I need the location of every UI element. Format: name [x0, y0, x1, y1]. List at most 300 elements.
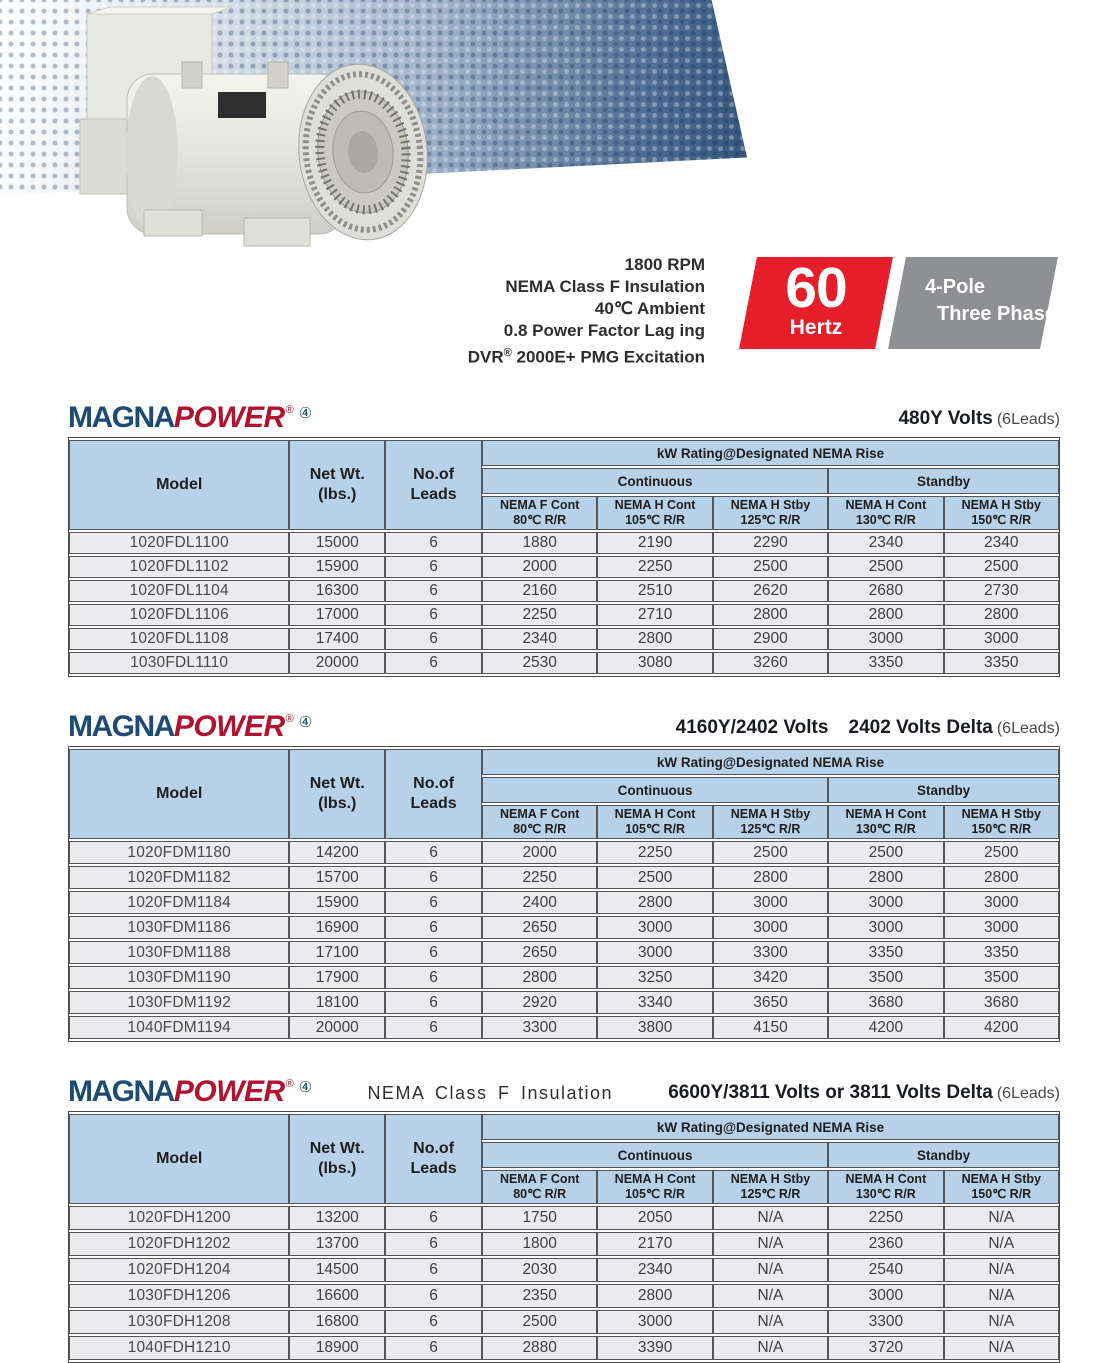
value-cell: 3000: [944, 891, 1059, 914]
hertz-unit: Hertz: [789, 316, 843, 339]
value-cell: 6: [385, 891, 482, 914]
model-cell: 1020FDH1202: [69, 1232, 289, 1256]
value-cell: 2340: [944, 532, 1059, 554]
value-cell: 3300: [713, 941, 828, 964]
header-line: NEMA H Cont: [614, 807, 696, 821]
value-cell: 2340: [597, 1258, 712, 1282]
table-row: [69, 1284, 1059, 1308]
magnapower-logo: [68, 703, 312, 743]
value-cell: 17000: [289, 604, 385, 626]
value-cell: 2540: [828, 1258, 943, 1282]
value-cell: N/A: [944, 1258, 1059, 1282]
ratings-table-480y: [68, 437, 1060, 677]
value-cell: 2000: [482, 556, 597, 578]
table-row: [69, 1258, 1059, 1282]
pole-badge-inner: [897, 257, 1056, 349]
col-header-nema-h-stby-125: [713, 496, 828, 530]
header-line: (lbs.): [318, 795, 357, 812]
circled-4-icon: ④: [298, 1079, 313, 1096]
table-title-volts: 6600Y/3811 Volts or 3811 Volts Delta: [668, 1082, 993, 1103]
value-cell: 2250: [482, 866, 597, 889]
col-header-standby: Standby: [828, 468, 1059, 494]
spec-line: 0.8 Power Factor Lag ing: [503, 321, 705, 340]
col-header-nema-f-cont-80: [482, 496, 597, 530]
col-header-model: Model: [69, 440, 289, 530]
value-cell: 6: [385, 1336, 482, 1360]
model-cell: 1030FDH1208: [69, 1310, 289, 1334]
table-title: [898, 408, 1060, 434]
col-header-net-wt: [289, 1114, 385, 1204]
pole-phase-badge: [888, 257, 1058, 349]
col-header-kw-rating: kW Rating@Designated NEMA Rise: [482, 1114, 1059, 1140]
col-header-nema-h-cont-105: [597, 496, 712, 530]
value-cell: 3000: [597, 916, 712, 939]
value-cell: 6: [385, 652, 482, 674]
model-cell: 1030FDM1188: [69, 941, 289, 964]
value-cell: 2920: [482, 991, 597, 1014]
value-cell: 6: [385, 841, 482, 864]
value-cell: 6: [385, 966, 482, 989]
header-line: 130℃ R/R: [855, 822, 916, 836]
value-cell: 1750: [482, 1206, 597, 1230]
model-cell: 1030FDH1206: [69, 1284, 289, 1308]
value-cell: 6: [385, 604, 482, 626]
header-line: NEMA H Cont: [614, 498, 696, 512]
header-line: NEMA F Cont: [499, 498, 580, 512]
col-header-nema-h-stby-150: [944, 1170, 1059, 1204]
value-cell: 15900: [289, 891, 385, 914]
value-cell: 3350: [828, 941, 943, 964]
value-cell: 16800: [289, 1310, 385, 1334]
logo-power: POWER: [173, 401, 285, 434]
header-line: (lbs.): [318, 1160, 357, 1177]
header-line: 130℃ R/R: [855, 1187, 916, 1201]
value-cell: 3000: [597, 1310, 712, 1334]
value-cell: 3250: [597, 966, 712, 989]
value-cell: 3000: [828, 1284, 943, 1308]
col-header-continuous: Continuous: [482, 777, 828, 803]
table-row: [69, 556, 1059, 578]
title-row: [68, 703, 1060, 743]
value-cell: 6: [385, 628, 482, 650]
col-header-continuous: Continuous: [482, 468, 828, 494]
value-cell: 3420: [713, 966, 828, 989]
value-cell: 3390: [597, 1336, 712, 1360]
logo-magna: MAGNA: [68, 401, 174, 434]
header-line: 125℃ R/R: [740, 513, 801, 527]
value-cell: 3500: [828, 966, 943, 989]
value-cell: 3000: [828, 891, 943, 914]
header-line: NEMA F Cont: [499, 807, 580, 821]
value-cell: 1800: [482, 1232, 597, 1256]
value-cell: 16600: [289, 1284, 385, 1308]
registered-mark-icon: ®: [285, 713, 294, 725]
table-row: [69, 1016, 1059, 1039]
header-line: NEMA H Stby: [730, 498, 811, 512]
value-cell: 18900: [289, 1336, 385, 1360]
value-cell: 2500: [828, 556, 943, 578]
value-cell: 2250: [597, 556, 712, 578]
header-line: Leads: [410, 795, 457, 812]
value-cell: 16900: [289, 916, 385, 939]
model-cell: 1020FDM1184: [69, 891, 289, 914]
model-cell: 1030FDL1110: [69, 652, 289, 674]
value-cell: 3260: [713, 652, 828, 674]
value-cell: 14200: [289, 841, 385, 864]
table-row: [69, 841, 1059, 864]
circled-4-icon: ④: [298, 405, 313, 422]
spec-line: NEMA Class F Insulation: [505, 277, 705, 296]
model-cell: 1020FDL1104: [69, 580, 289, 602]
value-cell: 6: [385, 1310, 482, 1334]
registered-mark-icon: ®: [503, 347, 512, 359]
col-header-nema-h-cont-130: [828, 805, 943, 839]
value-cell: 2500: [944, 841, 1059, 864]
value-cell: N/A: [713, 1232, 828, 1256]
value-cell: 3000: [944, 916, 1059, 939]
value-cell: 2340: [482, 628, 597, 650]
spec-line-dvr: [468, 342, 705, 369]
model-cell: 1040FDH1210: [69, 1336, 289, 1360]
table-row: [69, 628, 1059, 650]
col-header-leads: [385, 440, 482, 530]
value-cell: 2340: [828, 532, 943, 554]
header-line: Leads: [410, 486, 457, 503]
header-line: No.of: [413, 1140, 455, 1157]
value-cell: 6: [385, 532, 482, 554]
section-4160y-volts: [68, 703, 1060, 1042]
hertz-badge-inner: [748, 257, 884, 349]
value-cell: 2680: [828, 580, 943, 602]
table-row: [69, 1206, 1059, 1230]
section-6600y-volts: [68, 1068, 1060, 1363]
logo-magna: MAGNA: [68, 710, 174, 743]
value-cell: 2800: [944, 866, 1059, 889]
table-row: [69, 991, 1059, 1014]
table-row: [69, 604, 1059, 626]
value-cell: 4200: [944, 1016, 1059, 1039]
section-480y-volts: [68, 394, 1060, 677]
value-cell: 15000: [289, 532, 385, 554]
spec-line: 1800 RPM: [624, 255, 705, 274]
value-cell: 6: [385, 1232, 482, 1256]
value-cell: 6: [385, 1206, 482, 1230]
value-cell: N/A: [713, 1310, 828, 1334]
header-line: 130℃ R/R: [855, 513, 916, 527]
value-cell: 2800: [828, 604, 943, 626]
header-line: 125℃ R/R: [740, 1187, 801, 1201]
value-cell: 2030: [482, 1258, 597, 1282]
header-line: 105℃ R/R: [625, 513, 686, 527]
header-line: Leads: [410, 1160, 457, 1177]
value-cell: 3350: [828, 652, 943, 674]
table-row: [69, 580, 1059, 602]
value-cell: 2620: [713, 580, 828, 602]
col-header-nema-h-cont-130: [828, 1170, 943, 1204]
ratings-table-4160y: [68, 746, 1060, 1042]
table-row: [69, 866, 1059, 889]
value-cell: 2650: [482, 916, 597, 939]
header-line: 105℃ R/R: [625, 822, 686, 836]
registered-mark-icon: ®: [285, 404, 294, 416]
col-header-kw-rating: kW Rating@Designated NEMA Rise: [482, 749, 1059, 775]
value-cell: N/A: [944, 1310, 1059, 1334]
value-cell: N/A: [713, 1258, 828, 1282]
circled-4-icon: ④: [298, 714, 313, 731]
header-line: NEMA H Cont: [845, 498, 927, 512]
table-title: [668, 1082, 1060, 1108]
col-header-continuous: Continuous: [482, 1142, 828, 1168]
value-cell: 2170: [597, 1232, 712, 1256]
col-header-standby: Standby: [828, 1142, 1059, 1168]
page-content: [68, 394, 1060, 1363]
model-cell: 1030FDM1190: [69, 966, 289, 989]
table-body: [69, 532, 1059, 674]
value-cell: 17400: [289, 628, 385, 650]
spec-row: [0, 252, 1105, 370]
table-row: [69, 941, 1059, 964]
value-cell: N/A: [944, 1206, 1059, 1230]
header-line: 80℃ R/R: [513, 822, 567, 836]
value-cell: 3500: [944, 966, 1059, 989]
value-cell: 18100: [289, 991, 385, 1014]
logo-power: POWER: [173, 1075, 285, 1108]
col-header-nema-h-stby-150: [944, 496, 1059, 530]
value-cell: 6: [385, 916, 482, 939]
logo-magna: MAGNA: [68, 1075, 174, 1108]
value-cell: 6: [385, 1258, 482, 1282]
table-title-leads: (6Leads): [996, 411, 1060, 428]
header-line: 80℃ R/R: [513, 513, 567, 527]
value-cell: 2000: [482, 841, 597, 864]
hero-banner: [0, 0, 1105, 252]
magnapower-logo: [68, 1068, 312, 1108]
value-cell: 2800: [597, 1284, 712, 1308]
value-cell: 3000: [713, 891, 828, 914]
table-row: [69, 532, 1059, 554]
value-cell: 2250: [597, 841, 712, 864]
value-cell: 2400: [482, 891, 597, 914]
header-line: 80℃ R/R: [513, 1187, 567, 1201]
value-cell: N/A: [713, 1206, 828, 1230]
header-line: 125℃ R/R: [740, 822, 801, 836]
header-line: 150℃ R/R: [971, 1187, 1032, 1201]
registered-mark-icon: ®: [285, 1078, 294, 1090]
dvr-rest-text: 2000E+ PMG Excitation: [511, 347, 705, 367]
value-cell: 3720: [828, 1336, 943, 1360]
value-cell: 2050: [597, 1206, 712, 1230]
insulation-note: NEMA Class F Insulation: [367, 1083, 614, 1103]
header-line: No.of: [413, 466, 455, 483]
col-header-standby: Standby: [828, 777, 1059, 803]
model-cell: 1020FDH1204: [69, 1258, 289, 1282]
table-row: [69, 891, 1059, 914]
value-cell: 2250: [482, 604, 597, 626]
col-header-nema-f-cont-80: [482, 1170, 597, 1204]
value-cell: 6: [385, 1016, 482, 1039]
value-cell: 17900: [289, 966, 385, 989]
value-cell: 15700: [289, 866, 385, 889]
hertz-badge: [739, 257, 893, 349]
header-line: No.of: [413, 775, 455, 792]
value-cell: 3680: [944, 991, 1059, 1014]
value-cell: 2290: [713, 532, 828, 554]
value-cell: 13700: [289, 1232, 385, 1256]
col-header-kw-rating: kW Rating@Designated NEMA Rise: [482, 440, 1059, 466]
header-line: NEMA H Stby: [730, 807, 811, 821]
value-cell: N/A: [944, 1284, 1059, 1308]
col-header-model: Model: [69, 749, 289, 839]
value-cell: N/A: [713, 1336, 828, 1360]
value-cell: 3300: [828, 1310, 943, 1334]
value-cell: 2800: [828, 866, 943, 889]
model-cell: 1020FDH1200: [69, 1206, 289, 1230]
value-cell: 13200: [289, 1206, 385, 1230]
table-row: [69, 916, 1059, 939]
value-cell: 2650: [482, 941, 597, 964]
table-row: [69, 1336, 1059, 1360]
model-cell: 1020FDL1102: [69, 556, 289, 578]
pole-line: 4-Pole: [925, 276, 986, 298]
value-cell: 3350: [944, 652, 1059, 674]
value-cell: 6: [385, 991, 482, 1014]
header-line: Net Wt.: [309, 775, 365, 792]
value-cell: 4150: [713, 1016, 828, 1039]
col-header-model: Model: [69, 1114, 289, 1204]
value-cell: 6: [385, 866, 482, 889]
magnapower-logo: [68, 394, 312, 434]
phase-line: Three Phase: [937, 303, 1056, 325]
header-line: (lbs.): [318, 486, 357, 503]
value-cell: N/A: [713, 1284, 828, 1308]
value-cell: 2500: [597, 866, 712, 889]
value-cell: 16300: [289, 580, 385, 602]
value-cell: 2510: [597, 580, 712, 602]
value-cell: 2800: [597, 628, 712, 650]
value-cell: 2800: [597, 891, 712, 914]
ratings-table-6600y: [68, 1111, 1060, 1363]
value-cell: 6: [385, 556, 482, 578]
model-cell: 1020FDM1182: [69, 866, 289, 889]
col-header-nema-f-cont-80: [482, 805, 597, 839]
spec-line: 40℃ Ambient: [594, 299, 705, 318]
col-header-nema-h-stby-125: [713, 1170, 828, 1204]
value-cell: 3000: [713, 916, 828, 939]
value-cell: 15900: [289, 556, 385, 578]
dvr-text: DVR: [467, 347, 504, 367]
model-cell: 1030FDM1192: [69, 991, 289, 1014]
value-cell: 3000: [597, 941, 712, 964]
value-cell: 2500: [482, 1310, 597, 1334]
table-title-volts: 4160Y/2402 Volts 2402 Volts Delta: [675, 717, 993, 738]
header-line: NEMA H Stby: [961, 1172, 1041, 1186]
value-cell: 4200: [828, 1016, 943, 1039]
value-cell: 3000: [944, 628, 1059, 650]
table-body: [69, 1206, 1059, 1360]
value-cell: 20000: [289, 652, 385, 674]
table-row: [69, 966, 1059, 989]
table-body: [69, 841, 1059, 1039]
value-cell: 3000: [828, 916, 943, 939]
value-cell: 6: [385, 941, 482, 964]
header-line: 150℃ R/R: [971, 822, 1032, 836]
table-title-volts: 480Y Volts: [898, 408, 993, 429]
logo-power: POWER: [173, 710, 285, 743]
value-cell: 3340: [597, 991, 712, 1014]
value-cell: 3080: [597, 652, 712, 674]
value-cell: 6: [385, 1284, 482, 1308]
value-cell: 2190: [597, 532, 712, 554]
spec-list: [468, 254, 705, 369]
generator-image: [32, 4, 432, 262]
header-line: NEMA F Cont: [499, 1172, 580, 1186]
value-cell: 14500: [289, 1258, 385, 1282]
value-cell: 3000: [828, 628, 943, 650]
value-cell: N/A: [944, 1232, 1059, 1256]
value-cell: 20000: [289, 1016, 385, 1039]
value-cell: 2710: [597, 604, 712, 626]
value-cell: 2500: [713, 556, 828, 578]
value-cell: 3650: [713, 991, 828, 1014]
model-cell: 1020FDL1106: [69, 604, 289, 626]
col-header-nema-h-stby-150: [944, 805, 1059, 839]
col-header-net-wt: [289, 749, 385, 839]
col-header-nema-h-stby-125: [713, 805, 828, 839]
title-row: [68, 394, 1060, 434]
value-cell: 3800: [597, 1016, 712, 1039]
header-line: NEMA H Cont: [614, 1172, 696, 1186]
value-cell: 17100: [289, 941, 385, 964]
table-title-leads: (6Leads): [996, 1085, 1060, 1102]
value-cell: N/A: [944, 1336, 1059, 1360]
value-cell: 2900: [713, 628, 828, 650]
value-cell: 2800: [944, 604, 1059, 626]
table-title: [676, 717, 1060, 743]
value-cell: 6: [385, 580, 482, 602]
value-cell: 2730: [944, 580, 1059, 602]
value-cell: 3300: [482, 1016, 597, 1039]
value-cell: 2350: [482, 1284, 597, 1308]
value-cell: 2500: [944, 556, 1059, 578]
value-cell: 2500: [828, 841, 943, 864]
header-line: 150℃ R/R: [971, 513, 1032, 527]
col-header-nema-h-cont-105: [597, 1170, 712, 1204]
table-row: [69, 652, 1059, 674]
value-cell: 1880: [482, 532, 597, 554]
header-line: NEMA H Stby: [961, 498, 1041, 512]
header-line: NEMA H Stby: [961, 807, 1041, 821]
model-cell: 1040FDM1194: [69, 1016, 289, 1039]
model-cell: 1020FDL1108: [69, 628, 289, 650]
col-header-nema-h-cont-105: [597, 805, 712, 839]
value-cell: 2160: [482, 580, 597, 602]
header-line: 105℃ R/R: [625, 1187, 686, 1201]
col-header-leads: [385, 749, 482, 839]
table-row: [69, 1232, 1059, 1256]
title-row: [68, 1068, 1060, 1108]
table-row: [69, 1310, 1059, 1334]
model-cell: 1020FDL1100: [69, 532, 289, 554]
table-title-leads: (6Leads): [996, 720, 1060, 737]
header-line: NEMA H Cont: [845, 807, 927, 821]
value-cell: 2530: [482, 652, 597, 674]
value-cell: 2500: [713, 841, 828, 864]
col-header-net-wt: [289, 440, 385, 530]
value-cell: 2360: [828, 1232, 943, 1256]
value-cell: 2250: [828, 1206, 943, 1230]
value-cell: 2800: [713, 866, 828, 889]
value-cell: 2800: [482, 966, 597, 989]
